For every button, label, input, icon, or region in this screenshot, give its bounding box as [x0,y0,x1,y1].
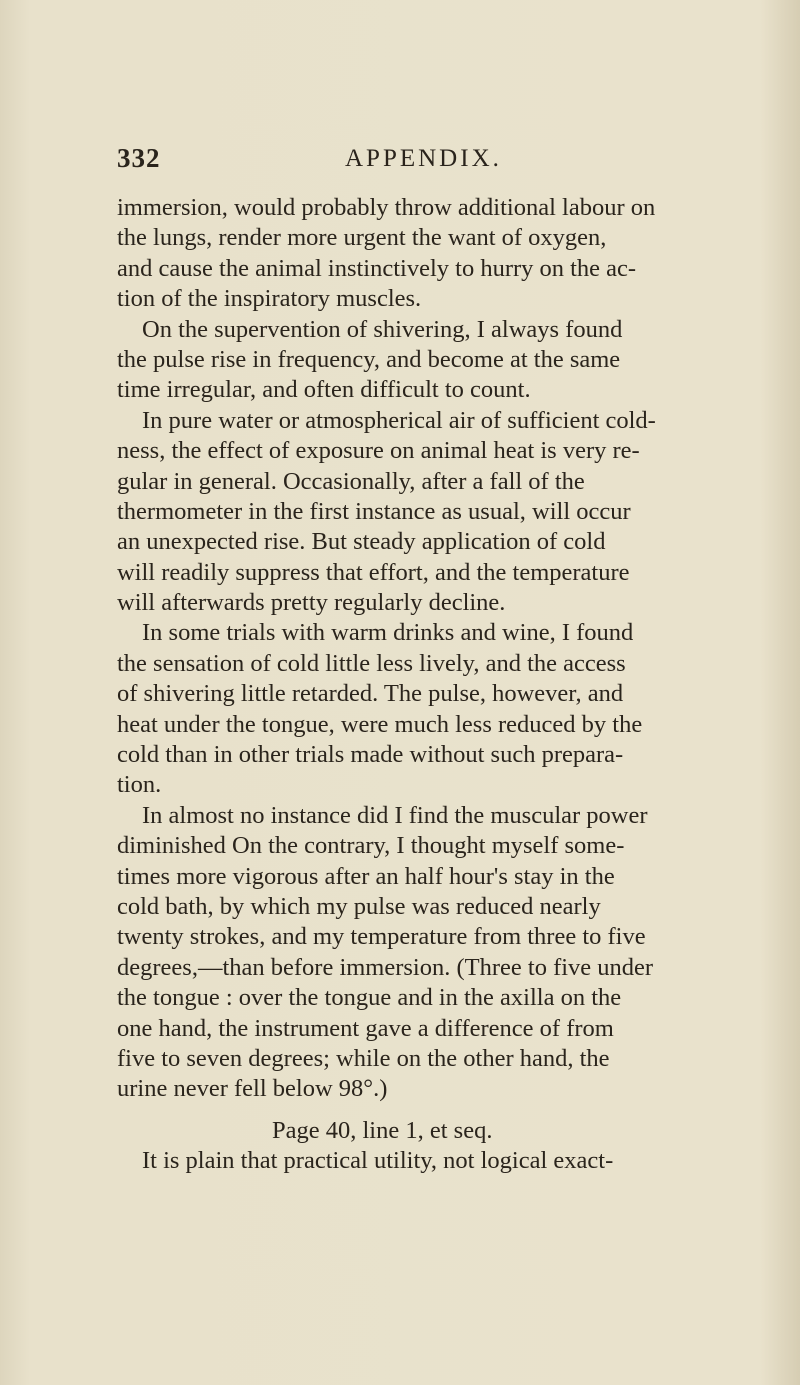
section-reference: Page 40, line 1, et seq. [272,1116,493,1144]
paragraph-start: It is plain that practical utility, not logical exact- [142,1147,614,1175]
text-line: the tongue : over the tongue and in the axilla on the [117,984,622,1012]
paragraph-start: In pure water or atmospherical air of sufficient cold- [142,406,656,434]
text-line: ness, the effect of exposure on animal heat is very re- [117,437,640,465]
body-text [117,193,757,1177]
text-line: diminished On the contrary, I thought myself some- [117,832,625,860]
page-header [117,143,717,183]
page-number: 332 [117,143,161,173]
paragraph-start: In some trials with warm drinks and wine, I found [142,619,634,647]
text-line: immersion, would probably throw additional labour on [117,194,656,221]
text-line: one hand, the instrument gave a difference of from [117,1014,614,1042]
text-line: gular in general. Occasionally, after a fall of the [117,467,585,495]
text-line: twenty strokes, and my temperature from three to five [117,923,646,951]
text-line: thermometer in the first instance as usual, will occur [117,497,631,525]
text-line: of shivering little retarded. The pulse, however, and [117,680,624,708]
running-head: APPENDIX. [345,145,502,172]
text-line: and cause the animal instinctively to hurry on the ac- [117,254,637,282]
text-line: the pulse rise in frequency, and become at the same [117,345,621,373]
text-line: an unexpected rise. But steady application of cold [117,528,606,556]
text-line: urine never fell below 98°.) [117,1075,388,1103]
text-line: cold than in other trials made without such prepara- [117,741,624,769]
text-line: cold bath, by which my pulse was reduced nearly [117,892,601,920]
text-line: tion. [117,771,162,799]
text-line: the sensation of cold little less lively, and the access [117,649,626,677]
text-line: heat under the tongue, were much less reduced by the [117,710,643,738]
text-line: will readily suppress that effort, and the temperature [117,558,630,586]
paragraph-start: In almost no instance did I find the muscular power [142,801,648,829]
text-line: the lungs, render more urgent the want of oxygen, [117,224,607,252]
text-line: five to seven degrees; while on the other hand, the [117,1044,610,1072]
text-line: will afterwards pretty regularly decline. [117,589,506,617]
paragraph-start: On the supervention of shivering, I always found [142,315,623,343]
text-line: time irregular, and often difficult to count. [117,376,531,404]
text-line: times more vigorous after an half hour's stay in the [117,862,615,890]
text-line: degrees,—than before immersion. (Three to five under [117,953,654,981]
text-line: tion of the inspiratory muscles. [117,285,422,313]
